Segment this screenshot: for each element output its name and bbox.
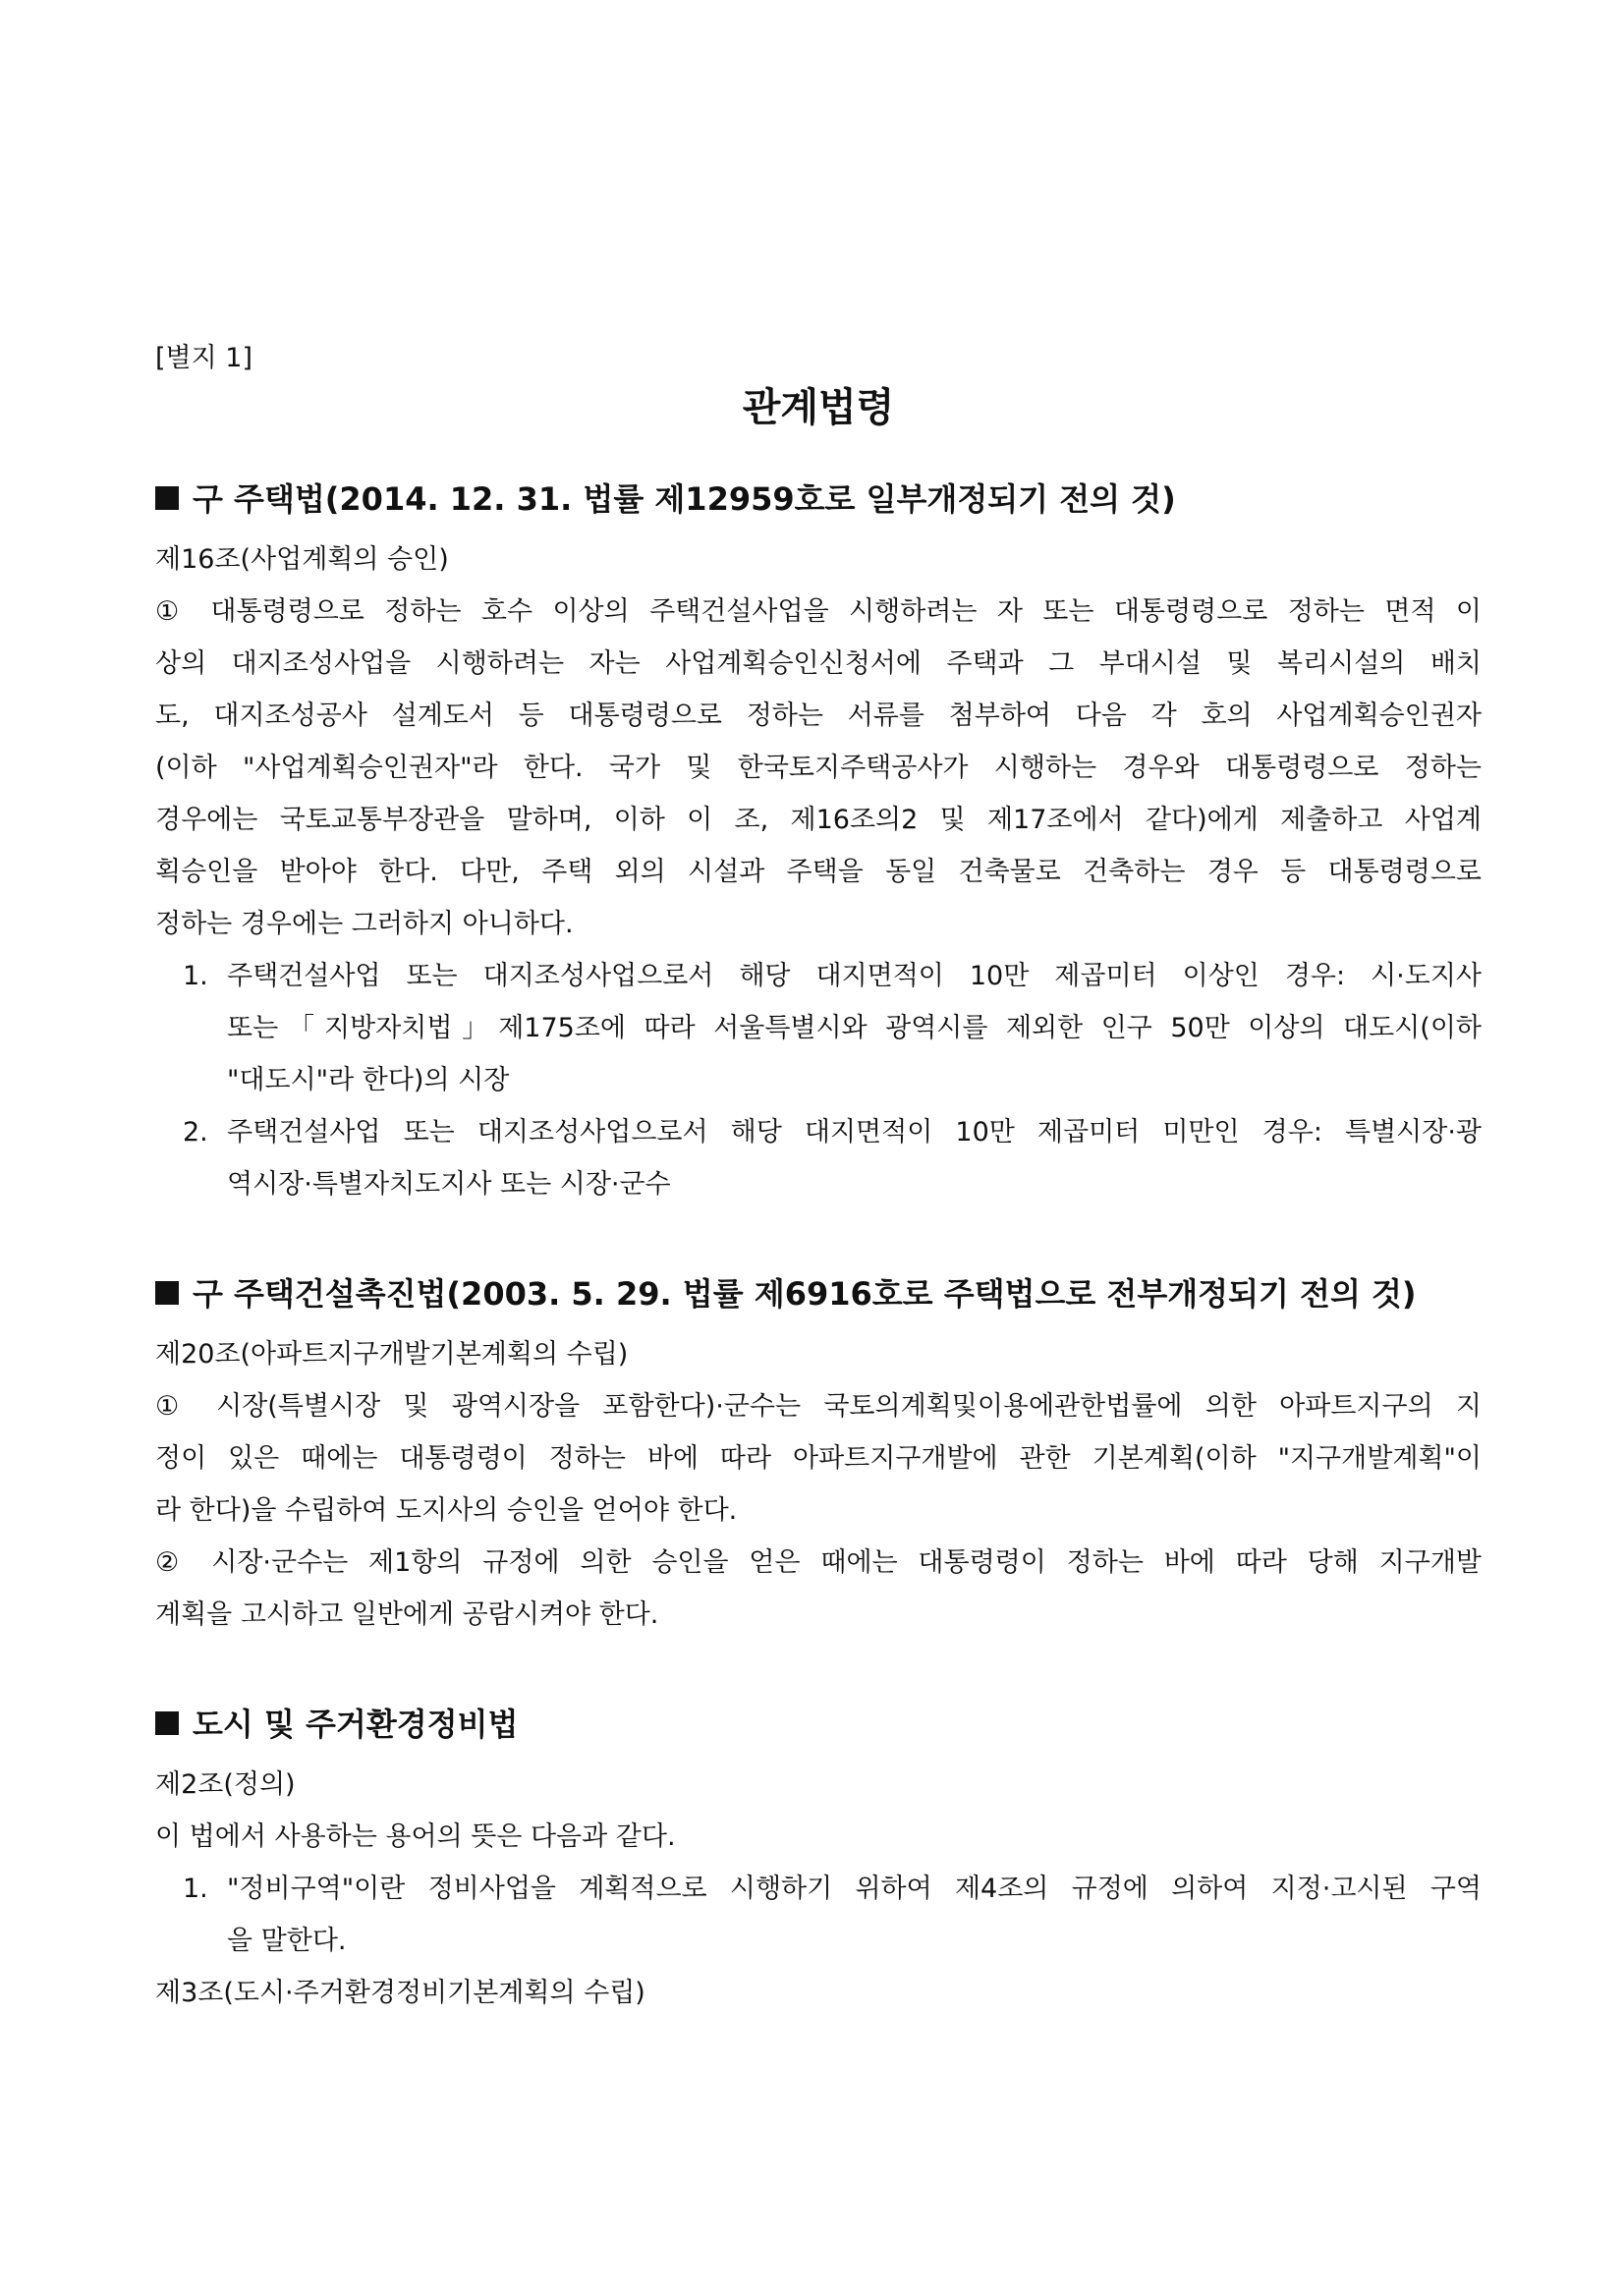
list-item-number: 2. (183, 1117, 208, 1148)
paragraph-line: 라 한다)을 수립하여 도지사의 승인을 얻어야 한다. (155, 1495, 738, 1526)
list-item (155, 950, 1482, 1002)
paragraph-line: 정하는 경우에는 그러하지 아니하다. (155, 909, 574, 939)
paragraph-line: 도, 대지조성공사 설계도서 등 대통령령으로 정하는 서류를 첨부하여 다음 각 호의 사업계획승인권자 (155, 700, 1482, 731)
section-title-text: 도시 및 주거환경정비법 (193, 1706, 519, 1743)
list-item-number: 1. (183, 1874, 208, 1904)
paragraph-line: ① 시장(특별시장 및 광역시장을 포함한다)·군수는 국토의계획및이용에관한법률에 의한 아파트지구의 지 (155, 1391, 1482, 1422)
article-heading: 제3조(도시·주거환경정비기본계획의 수립) (155, 1978, 645, 2008)
article-heading: 제2조(정의) (155, 1769, 296, 1800)
section-title-text: 구 주택법(2014. 12. 31. 법률 제12959호로 일부개정되기 전의 것) (193, 480, 1176, 518)
paragraph-line: (이하 "사업계획승인권자"라 한다. 국가 및 한국토지주택공사가 시행하는 경우와 대통령령으로 정하는 (155, 753, 1482, 783)
black-square-icon (155, 1281, 179, 1305)
paragraph-line: 획승인을 받아야 한다. 다만, 주택 외의 시설과 주택을 동일 건축물로 건축하는 경우 등 대통령령으로 (155, 857, 1482, 887)
document-page (155, 339, 1482, 2019)
list-item-number: 1. (183, 961, 208, 991)
list-item-text: "정비구역"이란 정비사업을 계획적으로 시행하기 위하여 제4조의 규정에 의하여 지정·고시된 구역 (227, 1874, 1482, 1904)
section-title-housing-construction-act (155, 1269, 1482, 1318)
paragraph-line: ② 시장·군수는 제1항의 규정에 의한 승인을 얻은 때에는 대통령령이 정하는 바에 따라 당해 지구개발 (155, 1547, 1482, 1578)
article-heading: 제16조(사업계획의 승인) (155, 544, 449, 575)
article-heading: 제20조(아파트지구개발기본계획의 수립) (155, 1339, 629, 1370)
list-item-text: 주택건설사업 또는 대지조성사업으로서 해당 대지면적이 10만 제곱미터 이상인 경우: 시·도지사 (227, 961, 1482, 991)
paragraph-line: 상의 대지조성사업을 시행하려는 자는 사업계획승인신청서에 주택과 그 부대시설 및 복리시설의 배치 (155, 648, 1482, 679)
paragraph-line: 계획을 고시하고 일반에게 공람시켜야 한다. (155, 1599, 659, 1630)
section-title-urban-renewal-act (155, 1700, 1482, 1749)
list-item-continuation: "대도시"라 한다)의 시장 (227, 1065, 510, 1095)
section-title-text: 구 주택건설촉진법(2003. 5. 29. 법률 제6916호로 주택법으로 전부개정되기 전의 것) (193, 1275, 1417, 1313)
attachment-tag: [별지 1] (155, 343, 252, 373)
black-square-icon (155, 486, 179, 510)
list-item-continuation: 또는「지방자치법」제175조에 따라 서울특별시와 광역시를 제외한 인구 50만 이상의 대도시(이하 (227, 1013, 1482, 1043)
paragraph-line: 이 법에서 사용하는 용어의 뜻은 다음과 같다. (155, 1821, 676, 1852)
section-title-housing-act (155, 475, 1482, 524)
paragraph-line: 경우에는 국토교통부장관을 말하며, 이하 이 조, 제16조의2 및 제17조에서 같다)에게 제출하고 사업계 (155, 805, 1482, 835)
black-square-icon (155, 1711, 179, 1735)
list-item-continuation: 역시장·특별자치도지사 또는 시장·군수 (227, 1169, 671, 1200)
paragraph-line: 정이 있은 때에는 대통령령이 정하는 바에 따라 아파트지구개발에 관한 기본계획(이하 "지구개발계획"이 (155, 1443, 1482, 1474)
list-item-continuation: 을 말한다. (227, 1926, 347, 1956)
document-title: 관계법령 (742, 385, 895, 430)
list-item-text: 주택건설사업 또는 대지조성사업으로서 해당 대지면적이 10만 제곱미터 미만인 경우: 특별시장·광 (227, 1117, 1482, 1148)
paragraph-line: ① 대통령령으로 정하는 호수 이상의 주택건설사업을 시행하려는 자 또는 대통령령으로 정하는 면적 이 (155, 596, 1482, 627)
list-item (155, 1863, 1482, 1915)
list-item (155, 1106, 1482, 1158)
